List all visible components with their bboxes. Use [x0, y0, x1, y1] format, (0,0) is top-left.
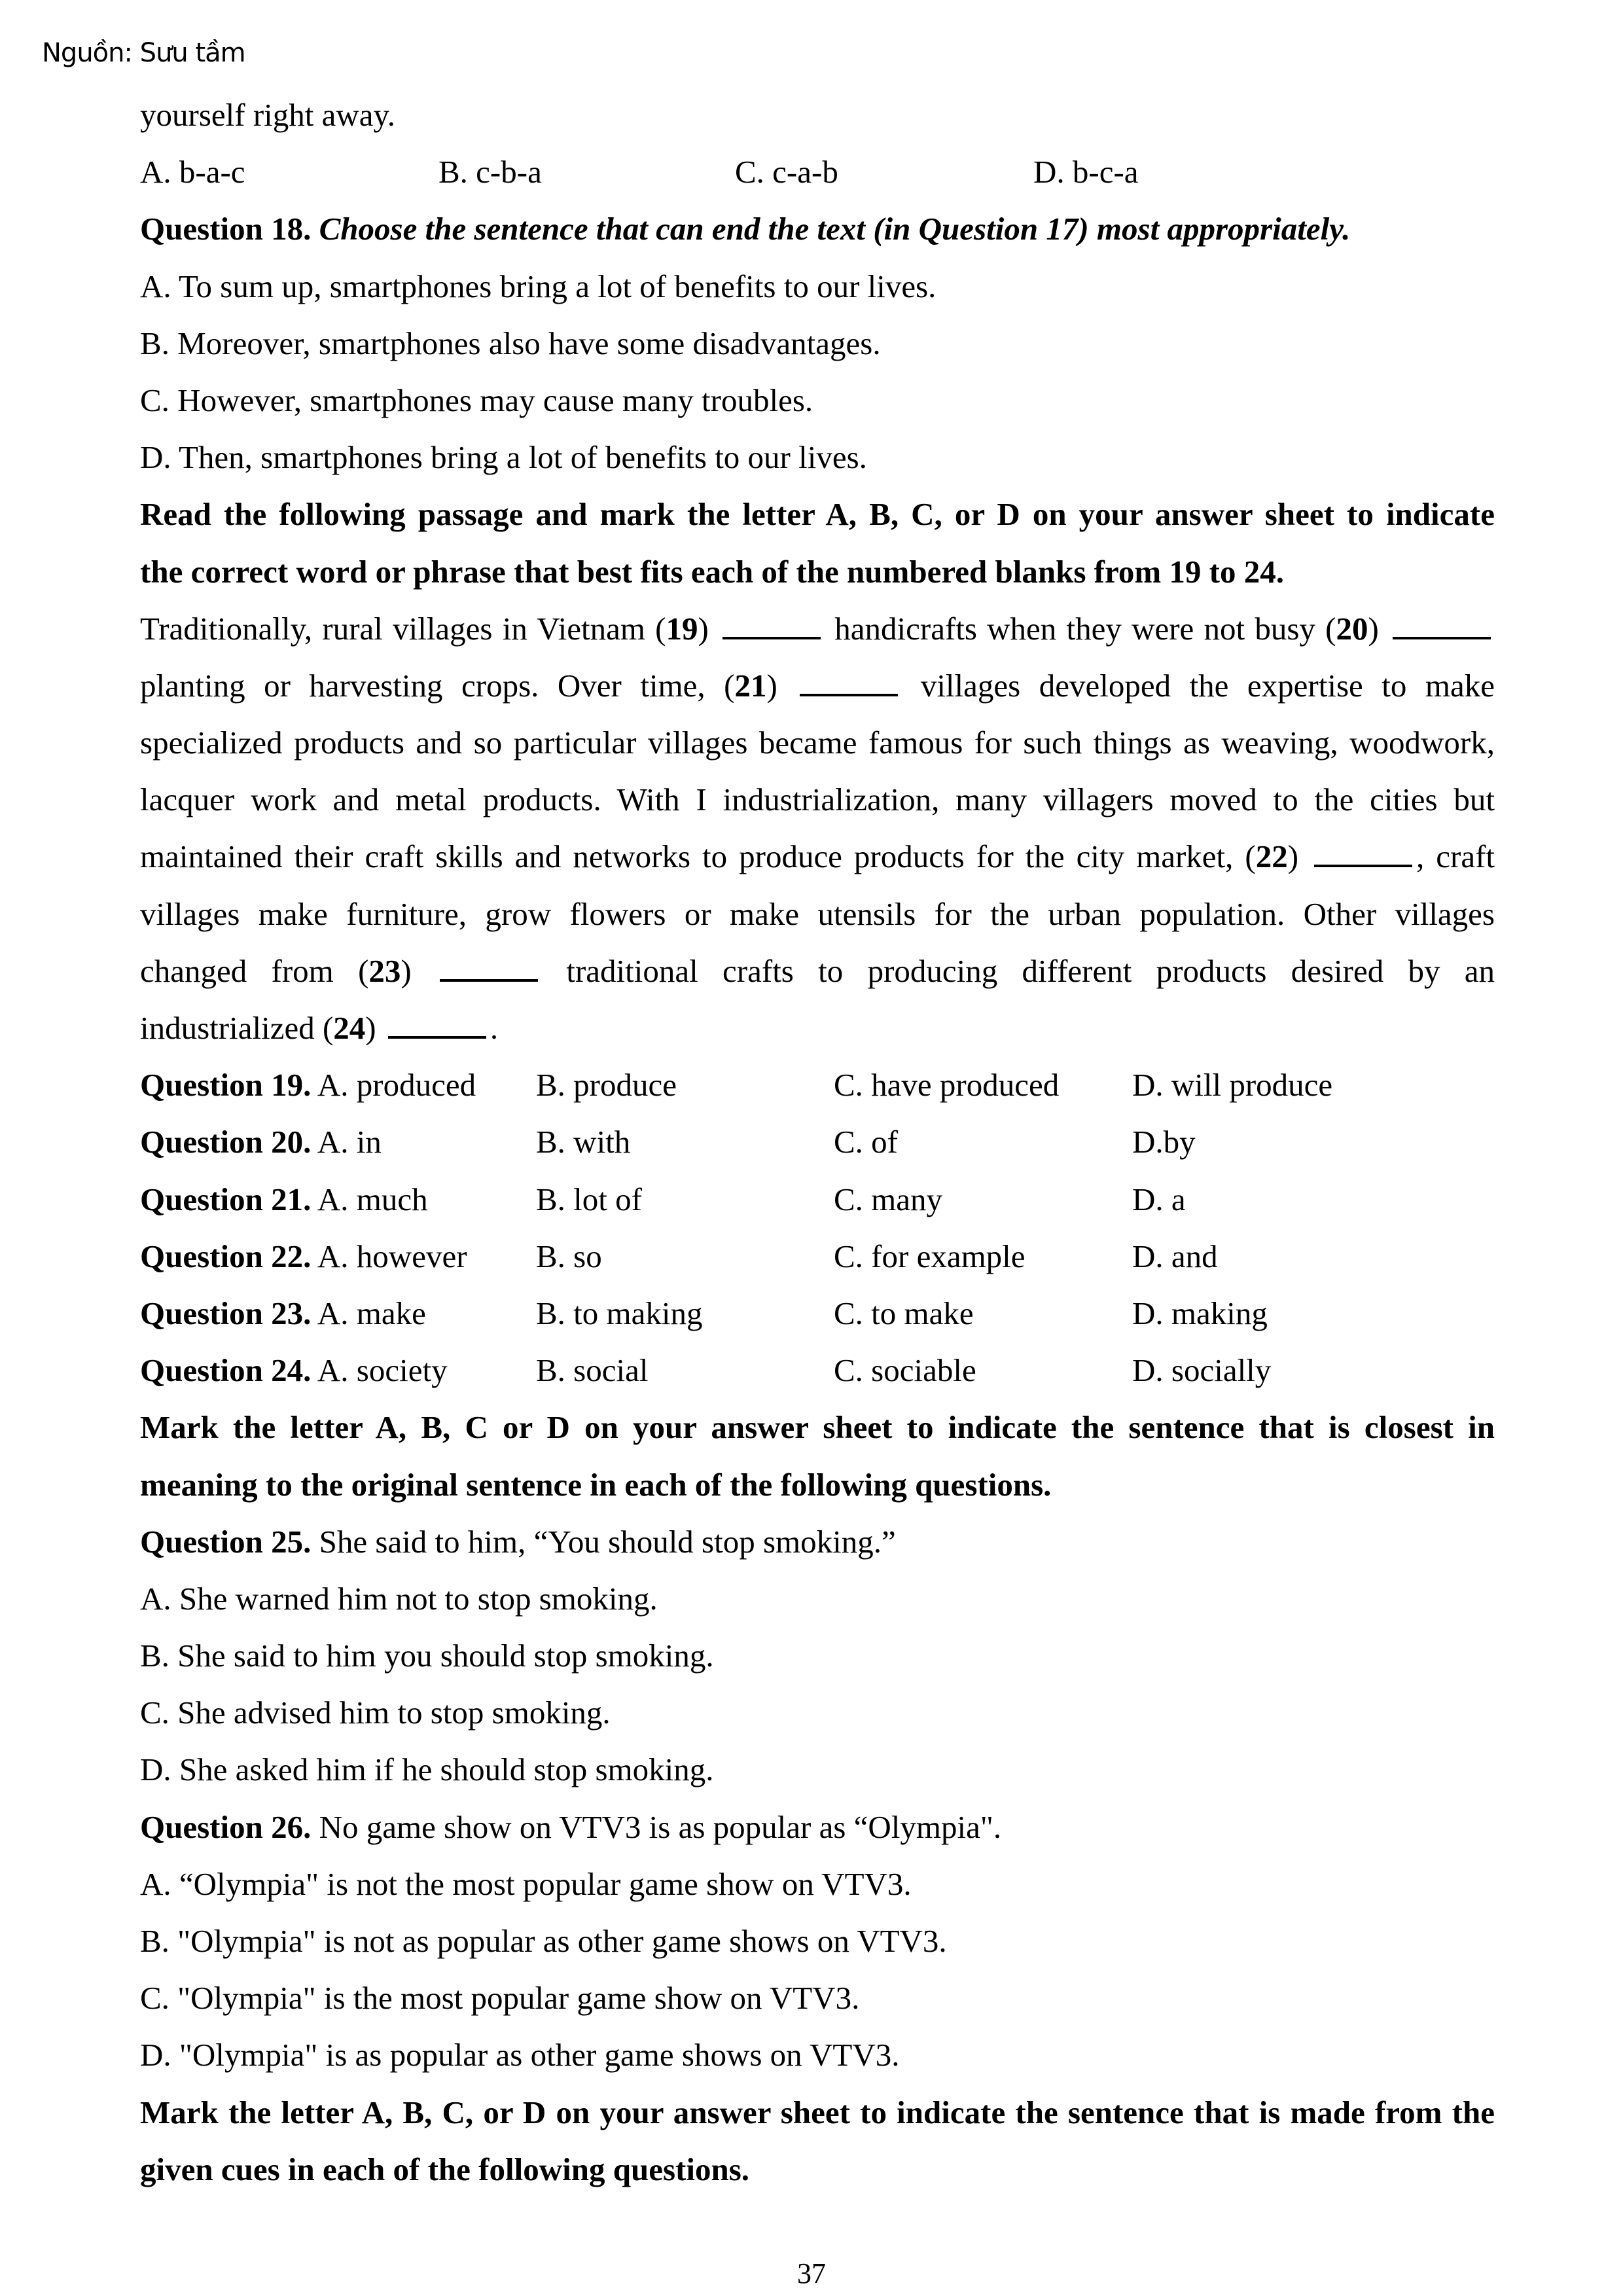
- q22-option-b[interactable]: B. so: [536, 1238, 602, 1274]
- q24-option-a[interactable]: A. society: [317, 1352, 448, 1389]
- blank-number-22: 22: [1255, 838, 1288, 875]
- q22-option-a[interactable]: A. however: [317, 1238, 467, 1274]
- q25-option-a[interactable]: A. She warned him not to stop smoking.: [140, 1580, 658, 1617]
- q18-option-d[interactable]: D. Then, smartphones bring a lot of benefits to our lives.: [140, 439, 867, 476]
- q24-option-c[interactable]: C. sociable: [834, 1352, 976, 1389]
- transform-instruction-line2: meaning to the original sentence in each of the following questions.: [140, 1466, 1052, 1503]
- q20-option-b[interactable]: B. with: [536, 1124, 631, 1160]
- passage-text: industrialized (: [140, 1010, 334, 1046]
- q17-option-b[interactable]: B. c-b-a: [438, 154, 542, 190]
- q18-option-b[interactable]: B. Moreover, smartphones also have some disadvantages.: [140, 325, 881, 361]
- q26-option-a[interactable]: A. “Olympia" is not the most popular game show on VTV3.: [140, 1865, 912, 1902]
- q18-header: [140, 200, 1495, 257]
- question-22: [140, 1228, 1495, 1285]
- q26-option-b[interactable]: B. "Olympia" is not as popular as other game shows on VTV3.: [140, 1923, 947, 1959]
- passage-text: ): [401, 952, 412, 989]
- q24-option-d[interactable]: D. socially: [1132, 1352, 1272, 1389]
- question-21: [140, 1171, 1495, 1228]
- q23-option-d[interactable]: D. making: [1132, 1295, 1268, 1331]
- transform-instruction-line1: Mark the letter A, B, C or D on your answer sheet to indicate the sentence that is closest in: [140, 1409, 1495, 1446]
- q21-option-a[interactable]: A. much: [317, 1181, 428, 1217]
- passage-text: traditional crafts to producing different products desired by an: [566, 952, 1495, 989]
- passage-text: ): [1368, 610, 1379, 647]
- q23-option-b[interactable]: B. to making: [536, 1295, 703, 1331]
- cloze-instruction-line1: Read the following passage and mark the letter A, B, C, or D on your answer sheet to indicate: [140, 496, 1495, 533]
- passage-text: ): [766, 667, 777, 704]
- blank-number-21: 21: [734, 667, 767, 704]
- passage-line-7: [140, 942, 1495, 999]
- q20-option-a[interactable]: A. in: [317, 1124, 382, 1160]
- q26-label: Question 26.: [140, 1808, 312, 1845]
- q22-option-d[interactable]: D. and: [1132, 1238, 1218, 1274]
- passage-text: .: [490, 1010, 499, 1046]
- q18-label: Question 18.: [140, 211, 312, 247]
- page-content: [140, 86, 1495, 2198]
- passage-text: ): [365, 1010, 376, 1046]
- q26-option-d[interactable]: D. "Olympia" is as popular as other game shows on VTV3.: [140, 2037, 900, 2073]
- passage-line-8: [140, 999, 1495, 1056]
- q21-option-d[interactable]: D. a: [1132, 1181, 1186, 1217]
- question-23: [140, 1285, 1495, 1342]
- blank-number-23: 23: [368, 952, 401, 989]
- blank-19: [722, 611, 821, 639]
- question-label: Question 23.: [140, 1295, 312, 1331]
- page-number: 37: [797, 2257, 826, 2289]
- q22-option-c[interactable]: C. for example: [834, 1238, 1026, 1274]
- question-20: [140, 1113, 1495, 1170]
- blank-24: [388, 1010, 486, 1039]
- blank-23: [440, 953, 538, 982]
- passage-text: villages developed the expertise to make: [920, 667, 1495, 704]
- q24-option-b[interactable]: B. social: [536, 1352, 649, 1389]
- q25-label: Question 25.: [140, 1523, 312, 1560]
- question-label: Question 21.: [140, 1181, 312, 1217]
- source-label: Nguồn: Sưu tầm: [42, 38, 245, 68]
- q17-option-a[interactable]: A. b-a-c: [140, 154, 245, 190]
- passage-line-4: lacquer work and metal products. With I industrialization, many villagers moved to the cities but: [140, 781, 1495, 818]
- passage-text: ): [698, 610, 709, 647]
- q25-option-c[interactable]: C. She advised him to stop smoking.: [140, 1695, 611, 1731]
- q17-options: [140, 143, 1495, 200]
- q25-prompt: She said to him, “You should stop smoking.”: [319, 1523, 896, 1560]
- q23-option-c[interactable]: C. to make: [834, 1295, 974, 1331]
- question-label: Question 19.: [140, 1067, 312, 1103]
- passage-text: , craft: [1416, 838, 1495, 875]
- q25-option-b[interactable]: B. She said to him you should stop smoking.: [140, 1638, 714, 1674]
- q25-header: [140, 1513, 1495, 1570]
- question-19: [140, 1056, 1495, 1113]
- question-label: Question 24.: [140, 1352, 312, 1389]
- blank-22: [1314, 838, 1412, 867]
- q20-option-d[interactable]: D.by: [1132, 1124, 1196, 1160]
- q17-option-c[interactable]: C. c-a-b: [735, 154, 838, 190]
- passage-line-2: [140, 657, 1495, 714]
- q18-option-a[interactable]: A. To sum up, smartphones bring a lot of benefits to our lives.: [140, 268, 936, 304]
- question-label: Question 20.: [140, 1124, 312, 1160]
- q21-option-c[interactable]: C. many: [834, 1181, 943, 1217]
- q18-option-c[interactable]: C. However, smartphones may cause many troubles.: [140, 382, 813, 418]
- question-24: [140, 1342, 1495, 1399]
- passage-text: planting or harvesting crops. Over time, (: [140, 667, 735, 704]
- q26-header: [140, 1799, 1495, 1856]
- q19-option-d[interactable]: D. will produce: [1132, 1067, 1333, 1103]
- q21-option-b[interactable]: B. lot of: [536, 1181, 642, 1217]
- passage-text: maintained their craft skills and networks to produce products for the city market, (: [140, 838, 1256, 875]
- q17-option-d[interactable]: D. b-c-a: [1033, 154, 1139, 190]
- passage-text: ): [1287, 838, 1299, 875]
- cues-instruction-line2: given cues in each of the following questions.: [140, 2151, 750, 2187]
- q19-option-b[interactable]: B. produce: [536, 1067, 677, 1103]
- passage-text: changed from (: [140, 952, 369, 989]
- q20-option-c[interactable]: C. of: [834, 1124, 898, 1160]
- cloze-instruction-line2: the correct word or phrase that best fits each of the numbered blanks from 19 to 24.: [140, 553, 1284, 590]
- blank-number-19: 19: [666, 610, 698, 647]
- passage-line-1: [140, 600, 1495, 657]
- q26-prompt: No game show on VTV3 is as popular as “Olympia".: [319, 1808, 1002, 1845]
- q25-option-d[interactable]: D. She asked him if he should stop smoking.: [140, 1751, 714, 1788]
- blank-21: [800, 668, 898, 696]
- passage-line-5: [140, 828, 1495, 885]
- passage-line-3: specialized products and so particular villages became famous for such things as weaving, woodwork,: [140, 725, 1495, 761]
- passage-line-6: villages make furniture, grow flowers or make utensils for the urban population. Other villages: [140, 895, 1495, 932]
- q18-prompt: Choose the sentence that can end the text (in Question 17) most appropriately.: [319, 211, 1351, 247]
- q19-option-a[interactable]: A. produced: [317, 1067, 476, 1103]
- q23-option-a[interactable]: A. make: [317, 1295, 426, 1331]
- passage-text: handicrafts when they were not busy (: [834, 610, 1336, 647]
- cues-instruction-line1: Mark the letter A, B, C, or D on your answer sheet to indicate the sentence that is made from the: [140, 2094, 1495, 2130]
- question-label: Question 22.: [140, 1238, 312, 1274]
- blank-number-20: 20: [1336, 610, 1368, 647]
- blank-number-24: 24: [333, 1010, 366, 1046]
- passage-text: Traditionally, rural villages in Vietnam (: [140, 610, 666, 647]
- q19-option-c[interactable]: C. have produced: [834, 1067, 1060, 1103]
- blank-20: [1393, 611, 1491, 639]
- q17-tail-text: yourself right away.: [140, 97, 396, 133]
- q26-option-c[interactable]: C. "Olympia" is the most popular game show on VTV3.: [140, 1980, 860, 2017]
